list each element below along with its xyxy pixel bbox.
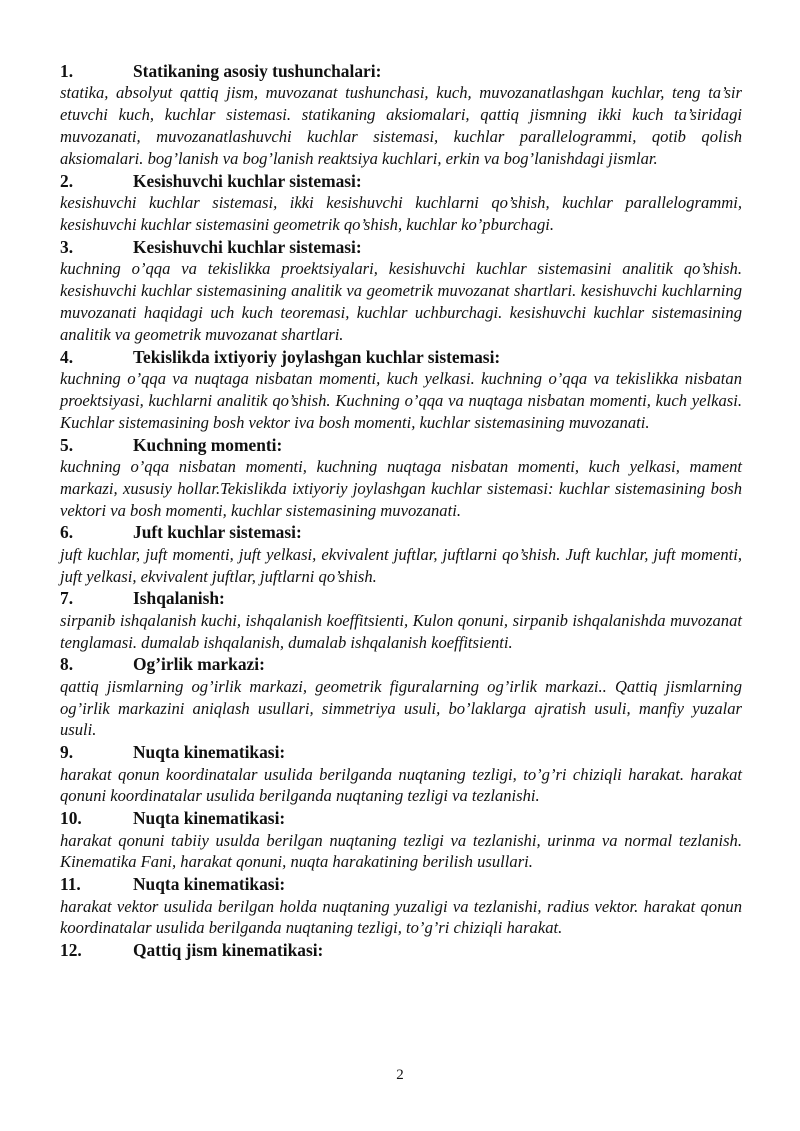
section-7: [60, 587, 742, 653]
section-8: [60, 653, 742, 741]
section-body: statika, absolyut qattiq jism, muvozanat tushunchasi, kuch, muvozanatlashgan kuchlar, teng ta’sir etuvchi kuch, kuchlar sistemasi. statikaning aksiomalari, qattiq jismning ikki kuch ta’siridagi muvozanati, muvozanatlashuvchi kuchlar sistemasi, kuchlar parallelogrammi, qotib qolish aksiomalari. bog’lanish va bog’lanish reaktsiya kuchlari, erkin va bog’lanishdagi jismlar.: [60, 83, 742, 168]
section-4: [60, 346, 742, 434]
section-title: Og’irlik markazi:: [133, 654, 265, 675]
section-number: 11.: [60, 874, 81, 895]
section-body: harakat qonun koordinatalar usulida berilganda nuqtaning tezligi, to’g’ri chiziqli harakat. harakat qonuni koordinatalar usulida berilganda nuqtaning tezligi va tezlanishi.: [60, 764, 742, 806]
section-title: Juft kuchlar sistemasi:: [133, 522, 302, 543]
section-number: 10.: [60, 808, 82, 829]
section-9: [60, 741, 742, 807]
section-1: [60, 60, 742, 170]
section-5: [60, 434, 742, 522]
section-heading: [60, 236, 742, 258]
section-2: [60, 170, 742, 236]
section-title: Nuqta kinematikasi:: [133, 874, 286, 895]
section-number: 7.: [60, 588, 74, 609]
section-title: Kuchning momenti:: [133, 434, 283, 455]
section-number: 9.: [60, 742, 74, 763]
section-title: Qattiq jism kinematikasi:: [133, 940, 324, 961]
section-body: kuchning o’qqa va nuqtaga nisbatan momenti, kuch yelkasi. kuchning o’qqa va tekislikka nisbatan proektsiyasi, kuchlarni analitik qo’shish. Kuchning o’qqa va nuqtaga nisbatan momenti, kuch yelkasi. Kuchlar sistemasining bosh vektor iva bosh momenti, kuchlar sistemasining muvozanati.: [60, 368, 742, 432]
section-heading: [60, 807, 742, 829]
section-number: 12.: [60, 940, 82, 961]
section-body: harakat vektor usulida berilgan holda nuqtaning yuzaligi va tezlanishi, radius vektor. harakat qonun koordinatalar usulida berilganda nuqtaning tezligi, to’g’ri chiziqli harakat.: [60, 896, 742, 938]
section-number: 4.: [60, 346, 74, 367]
section-number: 3.: [60, 236, 74, 257]
section-body: qattiq jismlarning og’irlik markazi, geometrik figuralarning og’irlik markazi.. Qattiq jismlarning og’irlik markazini aniqlash usullari, simmetriya usuli, bo’laklarga ajratish usuli, manfiy yuzalar usuli.: [60, 676, 742, 740]
page-number: 2: [396, 1067, 404, 1083]
section-heading: [60, 587, 742, 609]
section-6: [60, 521, 742, 587]
section-body: juft kuchlar, juft momenti, juft yelkasi, ekvivalent juftlar, juftlarni qo’shish. Juft kuchlar, juft momenti, juft yelkasi, ekvivalent juftlar, juftlarni qo’shish.: [60, 544, 742, 586]
section-title: Statikaning asosiy tushunchalari:: [133, 61, 382, 81]
section-number: 8.: [60, 654, 74, 675]
section-number: 1.: [60, 61, 74, 81]
section-heading: [60, 346, 742, 368]
section-title: Kesishuvchi kuchlar sistemasi:: [133, 236, 362, 257]
section-title: Nuqta kinematikasi:: [133, 742, 286, 763]
section-10: [60, 807, 742, 873]
section-title: Nuqta kinematikasi:: [133, 808, 286, 829]
section-title: Kesishuvchi kuchlar sistemasi:: [133, 170, 362, 191]
section-heading: [60, 60, 742, 82]
section-heading: [60, 741, 742, 763]
section-body: sirpanib ishqalanish kuchi, ishqalanish koeffitsienti, Kulon qonuni, sirpanib ishqalanishda muvozanat tenglamasi. dumalab ishqalanish, dumalab ishqalanish koeffitsienti.: [60, 610, 742, 652]
section-number: 2.: [60, 170, 74, 191]
section-heading: [60, 939, 742, 961]
section-heading: [60, 653, 742, 675]
section-body: kuchning o’qqa va tekislikka proektsiyalari, kesishuvchi kuchlar sistemasini analitik qo’shish. kesishuvchi kuchlar sistemasining analitik va geometrik muvozanat shartlari. kesishuvchi kuchlarning muvozanati haqidagi uch kuch teoremasi, kuchlar uchburchagi. kesishuvchi kuchlar sistemasining analitik va geometrik muvozanat shartlari.: [60, 259, 742, 344]
document-page: [60, 60, 742, 962]
section-title: Ishqalanish:: [133, 588, 225, 609]
section-heading: [60, 170, 742, 192]
section-3: [60, 236, 742, 346]
section-body: harakat qonuni tabiiy usulda berilgan nuqtaning tezligi va tezlanishi, urinma va normal tezlanish. Kinematika Fani, harakat qonuni, nuqta harakatining berilish usullari.: [60, 830, 742, 872]
section-number: 6.: [60, 522, 74, 543]
section-heading: [60, 434, 742, 456]
section-heading: [60, 521, 742, 543]
section-11: [60, 873, 742, 939]
section-heading: [60, 873, 742, 895]
section-body: kuchning o’qqa nisbatan momenti, kuchning nuqtaga nisbatan momenti, kuch yelkasi, mament markazi, xususiy hollar.Tekislikda ixtiyoriy joylashgan kuchlar sistemasi: kuchlar sistemasining bosh vektori va bosh momenti, kuchlar sistemasining muvozanati.: [60, 456, 742, 520]
section-body: kesishuvchi kuchlar sistemasi, ikki kesishuvchi kuchlarni qo’shish, kuchlar parallelogrammi, kesishuvchi kuchlar sistemasini geometrik qo’shish, kuchlar ko’pburchagi.: [60, 193, 742, 234]
section-number: 5.: [60, 434, 74, 455]
section-12: [60, 939, 742, 961]
section-title: Tekislikda ixtiyoriy joylashgan kuchlar sistemasi:: [133, 346, 501, 367]
